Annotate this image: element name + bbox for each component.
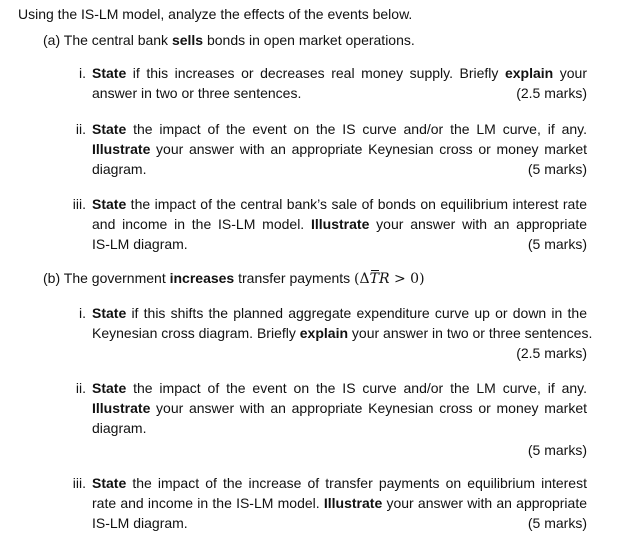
part-b-heading (43, 268, 425, 289)
keyword-state: State (92, 380, 127, 396)
text-run: and income in the IS-LM model. (92, 216, 311, 232)
part-a-item-1-marks: (2.5 marks) (516, 85, 587, 101)
keyword-explain: explain (299, 325, 349, 341)
part-a-text (64, 32, 415, 48)
text-run: the impact of the event on the IS curve and/or the LM curve, if any. (126, 121, 587, 137)
text-run: your answer in two or three sentences. (348, 325, 593, 341)
keyword-state: State (92, 65, 127, 81)
text-run: IS-LM diagram. (92, 236, 188, 252)
part-b-text (64, 270, 425, 286)
math-paren-close: ) (419, 271, 425, 287)
part-b-item-3-number: iii. (72, 475, 86, 491)
keyword-state: State (92, 475, 127, 491)
part-a-text-post: bonds in open market operations. (203, 32, 415, 48)
math-r: R (378, 271, 390, 287)
part-a-item-2-line-1 (92, 119, 587, 139)
text-run: your answer with an appropriate (369, 216, 588, 232)
part-b-item-1-marks: (2.5 marks) (516, 345, 587, 361)
part-b-item-3-line-1 (92, 473, 587, 493)
keyword-illustrate: Illustrate (92, 141, 151, 157)
part-b-item-1-line-2 (92, 323, 593, 343)
part-b-item-2-number: ii. (75, 380, 86, 396)
part-b-item-2-line-2 (92, 398, 587, 418)
part-a-text-bold: sells (171, 32, 204, 48)
text-run: your answer with an appropriate (382, 495, 587, 511)
text-run: IS-LM diagram. (92, 515, 188, 531)
part-a-item-3-line-2 (92, 214, 587, 234)
part-b-label: (b) (43, 270, 61, 286)
text-run: diagram. (92, 161, 147, 177)
keyword-state: State (92, 196, 127, 212)
text-run: the impact of the event on the IS curve and/or the LM curve, if any. (126, 380, 587, 396)
part-a-item-2-marks: (5 marks) (527, 161, 587, 177)
text-run: your answer with an appropriate Keynesian cross or money market (150, 141, 587, 157)
part-a-item-1-line-1 (92, 63, 587, 83)
keyword-state: State (92, 121, 127, 137)
part-b-item-2-line-1 (92, 378, 587, 398)
part-a-item-3-number: iii. (72, 196, 86, 212)
part-a-item-3-line-3 (92, 234, 587, 254)
keyword-illustrate: Illustrate (311, 216, 370, 232)
part-b-item-1-number: i. (79, 305, 86, 321)
transfer-math-expression (354, 271, 425, 287)
part-a-item-2-line-3 (92, 159, 587, 179)
part-b-item-2-marks: (5 marks) (527, 442, 587, 458)
keyword-explain: explain (504, 65, 554, 81)
text-run: your (553, 65, 587, 81)
question-intro: Using the IS-LM model, analyze the effects of the events below. (18, 6, 413, 22)
part-a-item-1 (92, 63, 587, 103)
part-a-label: (a) (43, 32, 61, 48)
part-a-item-3 (92, 194, 587, 254)
text-run: your answer with an appropriate Keynesian cross or money market (150, 400, 587, 416)
part-b-item-3-line-3 (92, 513, 587, 533)
text-run: Keynesian cross diagram. Briefly (92, 325, 300, 341)
math-t-bar: T (369, 271, 379, 287)
text-run: the impact of the increase of transfer payments on equilibrium interest (126, 475, 587, 491)
text-run: if this shifts the planned aggregate expenditure curve up or down in the (126, 305, 587, 321)
part-b-item-3 (92, 473, 587, 533)
math-delta: Δ (359, 271, 370, 287)
math-relation: > 0 (389, 271, 420, 287)
part-b-item-2 (92, 378, 587, 460)
part-a-item-3-marks: (5 marks) (527, 236, 587, 252)
keyword-state: State (92, 305, 127, 321)
part-a-heading (43, 30, 415, 50)
text-run: answer in two or three sentences. (92, 85, 302, 101)
part-b-text-post: transfer payments (234, 270, 355, 286)
part-b-item-1-line-1 (92, 303, 587, 323)
keyword-illustrate: Illustrate (92, 400, 151, 416)
part-a-item-1-number: i. (79, 65, 86, 81)
text-run: rate and income in the IS-LM model. (92, 495, 324, 511)
part-b-item-3-line-2 (92, 493, 587, 513)
math-paren-open: ( (354, 271, 360, 287)
keyword-illustrate: Illustrate (323, 495, 383, 511)
text-run: if this increases or decreases real money supply. Briefly (126, 65, 505, 81)
part-b-text-bold: increases (169, 270, 235, 286)
part-a-item-2-line-2 (92, 139, 587, 159)
part-a-item-3-line-1 (92, 194, 587, 214)
part-a-text-pre: The central bank (63, 32, 172, 48)
text-run: the impact of the central bank’s sale of bonds on equilibrium interest rate (126, 196, 587, 212)
part-b-text-pre: The government (63, 270, 170, 286)
part-a-item-1-line-2 (92, 83, 587, 103)
part-b-item-2-line-3: diagram. (92, 420, 147, 436)
part-a-item-2 (92, 119, 587, 179)
part-a-item-2-number: ii. (75, 121, 86, 137)
part-b-item-3-marks: (5 marks) (527, 515, 587, 531)
part-b-item-1 (92, 303, 593, 363)
